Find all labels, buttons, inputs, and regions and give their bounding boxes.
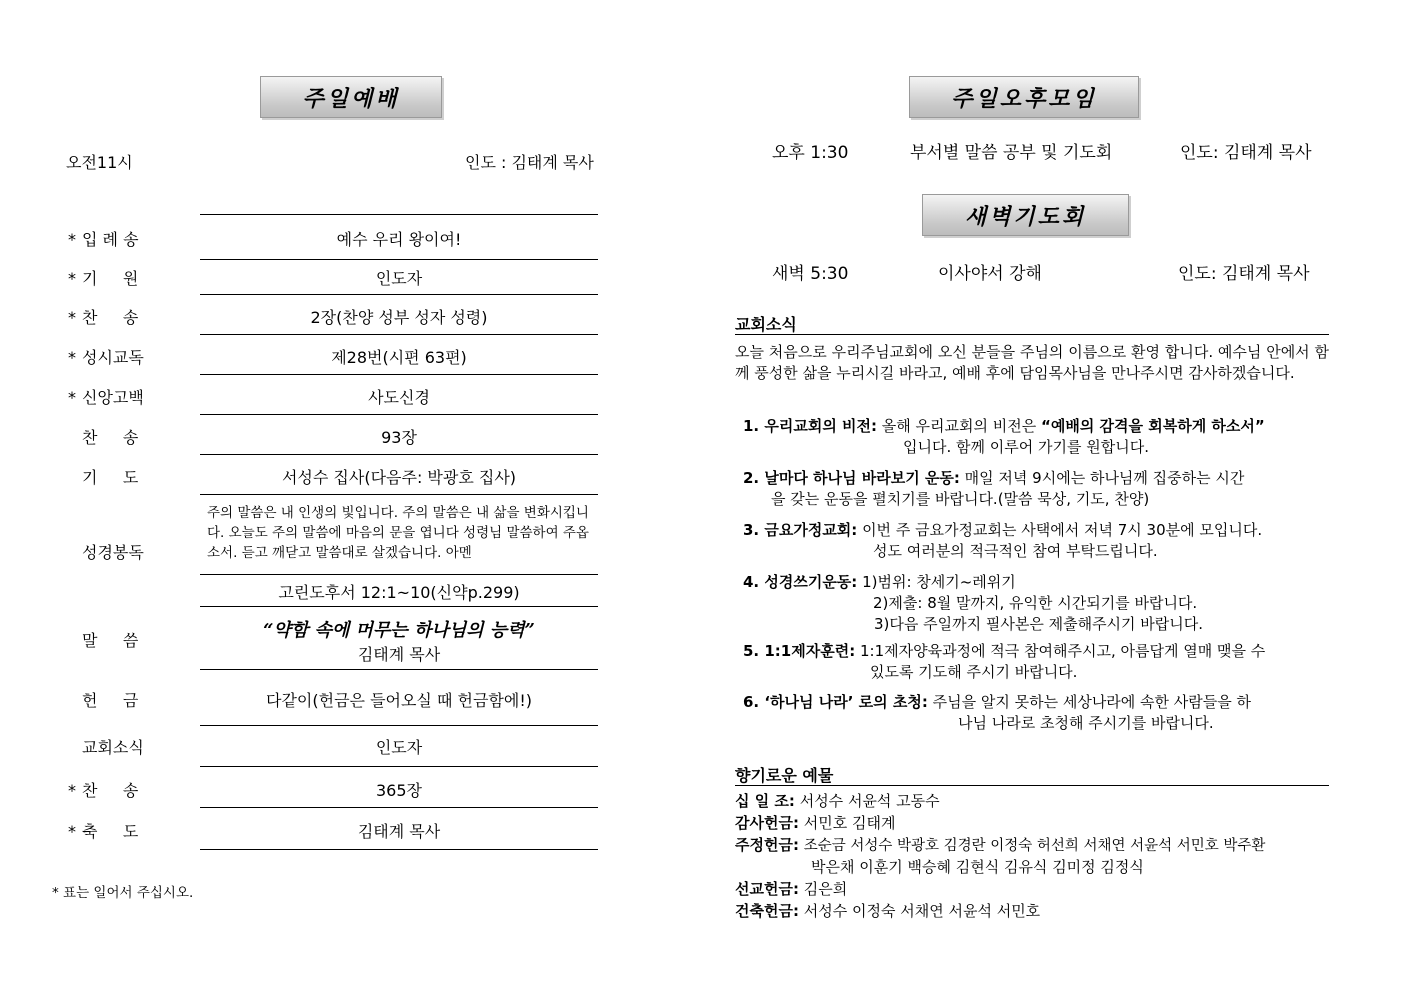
afternoon-time: 오후 1:30 xyxy=(772,143,849,163)
order-value: 365장 xyxy=(376,781,422,800)
order-value: 93장 xyxy=(381,428,417,447)
order-label: * 찬 송 xyxy=(68,781,139,800)
order-value: 제28번(시편 63편) xyxy=(331,348,467,367)
order-value: 사도신경 xyxy=(368,388,430,407)
table-line xyxy=(200,214,598,215)
news-item: 6. ‘하나님 나라’ 로의 초청: 주님을 알지 못하는 세상나라에 속한 사람들을 하 나님 나라로 초청해 주시기를 바랍니다. xyxy=(743,693,1252,732)
order-label: * 기 원 xyxy=(68,269,139,288)
dawn-title: 새벽기도회 xyxy=(922,194,1129,236)
worship-title xyxy=(260,76,442,118)
news-item: 4. 성경쓰기운동: 1)범위: 창세기~레위기 2)제출: 8월 말까지, 유익한 시간되기를 바랍니다. 3)다음 주일까지 필사본은 제출해주시기 바랍니다. xyxy=(743,573,1204,633)
table-line xyxy=(200,374,598,375)
stand-mark: * xyxy=(68,308,76,327)
stand-mark: * xyxy=(68,781,76,800)
stand-mark: * xyxy=(68,348,76,367)
order-label: * 입 례 송 xyxy=(68,230,139,249)
order-label: * 성시교독 xyxy=(68,348,144,367)
order-label: * 찬 송 xyxy=(68,308,139,327)
table-line xyxy=(200,494,598,495)
news-item: 3. 금요가정교회: 이번 주 금요가정교회는 사택에서 저녁 7시 30분에 모입니다. 성도 여러분의 적극적인 참여 부탁드립니다. xyxy=(743,521,1263,560)
order-label: * 신앙고백 xyxy=(68,388,144,407)
stand-mark: * xyxy=(68,230,76,249)
stand-mark: * xyxy=(68,269,76,288)
offering-heading-rule xyxy=(735,785,1329,786)
order-value: 김태계 목사 xyxy=(357,822,441,841)
news-item: 5. 1:1제자훈련: 1:1제자양육과정에 적극 참여해주시고, 아름답게 열매 맺을 수 있도록 기도해 주시기 바랍니다. xyxy=(743,642,1266,681)
offering-row-continued: 박은채 이훈기 백승혜 김현식 김유식 김미정 김정식 xyxy=(811,858,1144,876)
news-heading: 교회소식 xyxy=(735,315,797,334)
table-line xyxy=(200,259,598,260)
dawn-time: 새벽 5:30 xyxy=(772,264,849,284)
order-value: 2장(찬양 성부 성자 성령) xyxy=(310,308,488,327)
table-line xyxy=(200,294,598,295)
order-value: 다같이(헌금은 들어오실 때 헌금함에!) xyxy=(266,691,532,710)
table-line xyxy=(200,574,598,575)
dawn-desc: 이사야서 강해 xyxy=(938,264,1042,284)
news-heading-rule xyxy=(735,334,1329,335)
news-intro: 오늘 처음으로 우리주님교회에 오신 분들을 주님의 이름으로 환영 합니다. 예수님 안에서 함께 풍성한 삶을 누리시길 바라고, 예배 후에 담임목사님을 만나주시면 감사하겠습니다. xyxy=(735,343,1329,382)
table-line xyxy=(200,606,598,607)
order-label: 찬 송 xyxy=(82,428,139,447)
offering-row: 십 일 조: 서성수 서윤석 고동수 xyxy=(735,792,940,810)
table-line xyxy=(200,414,598,415)
stand-mark: * xyxy=(68,822,76,841)
news-item: 2. 날마다 하나님 바라보기 운동: 매일 저녁 9시에는 하나님께 집중하는 시간 을 갖는 운동을 펼치기를 바랍니다.(말씀 묵상, 기도, 찬양) xyxy=(743,469,1245,508)
offering-row: 감사헌금: 서민호 김태계 xyxy=(735,814,896,832)
sermon-title: “약함 속에 머무는 하나님의 능력” xyxy=(263,620,535,641)
afternoon-title: 주일오후모임 xyxy=(909,76,1139,118)
scripture-prayer: 주의 말씀은 내 인생의 빛입니다. 주의 말씀은 내 삶을 변화시킵니다. 오늘도 주의 말씀에 마음의 문을 엽니다 성령님 말씀하여 주옵소서. 듣고 깨닫고 말씀대로 살겠습니다. 아멘 xyxy=(207,505,589,561)
table-line xyxy=(200,807,598,808)
table-line xyxy=(200,766,598,767)
sermon-label: 말 씀 xyxy=(82,631,139,650)
worship-time: 오전11시 xyxy=(66,153,133,172)
scripture-reference: 고린도후서 12:1~10(신약p.299) xyxy=(278,583,520,602)
offering-heading: 향기로운 예물 xyxy=(735,766,834,785)
order-label: 헌 금 xyxy=(82,691,139,710)
stand-footnote: * 표는 일어서 주십시오. xyxy=(52,885,194,901)
worship-leader: 인도 : 김태계 목사 xyxy=(465,153,594,172)
worship-title-text: 주일예배 xyxy=(302,86,400,112)
afternoon-leader: 인도: 김태계 목사 xyxy=(1180,143,1312,163)
order-value: 인도자 xyxy=(375,738,423,757)
dawn-leader: 인도: 김태계 목사 xyxy=(1178,264,1310,284)
table-line xyxy=(200,849,598,850)
table-line xyxy=(200,669,598,670)
offering-row: 건축헌금: 서성수 이정숙 서채연 서윤석 서민호 xyxy=(735,902,1041,920)
order-label: 교회소식 xyxy=(82,738,144,757)
table-line xyxy=(200,334,598,335)
scripture-label: 성경봉독 xyxy=(82,543,144,562)
order-value: 인도자 xyxy=(375,269,423,288)
sermon-preacher: 김태계 목사 xyxy=(357,645,441,664)
order-value: 서성수 집사(다음주: 박광호 집사) xyxy=(281,468,517,487)
order-label: 기 도 xyxy=(82,468,139,487)
order-value: 예수 우리 왕이여! xyxy=(336,230,462,249)
offering-row: 주정헌금: 조순금 서성수 박광호 김경란 이정숙 허선희 서채연 서윤석 서민호 박주환 xyxy=(735,836,1266,854)
table-line xyxy=(200,454,598,455)
afternoon-desc: 부서별 말씀 공부 및 기도회 xyxy=(910,143,1113,163)
stand-mark: * xyxy=(68,388,76,407)
table-line xyxy=(200,725,598,726)
order-label: * 축 도 xyxy=(68,822,139,841)
offering-row: 선교헌금: 김은희 xyxy=(735,880,848,898)
news-item: 1. 우리교회의 비전: 올해 우리교회의 비전은 “예배의 감격을 회복하게 하소서” 입니다. 함께 이루어 가기를 원합니다. xyxy=(743,417,1265,456)
